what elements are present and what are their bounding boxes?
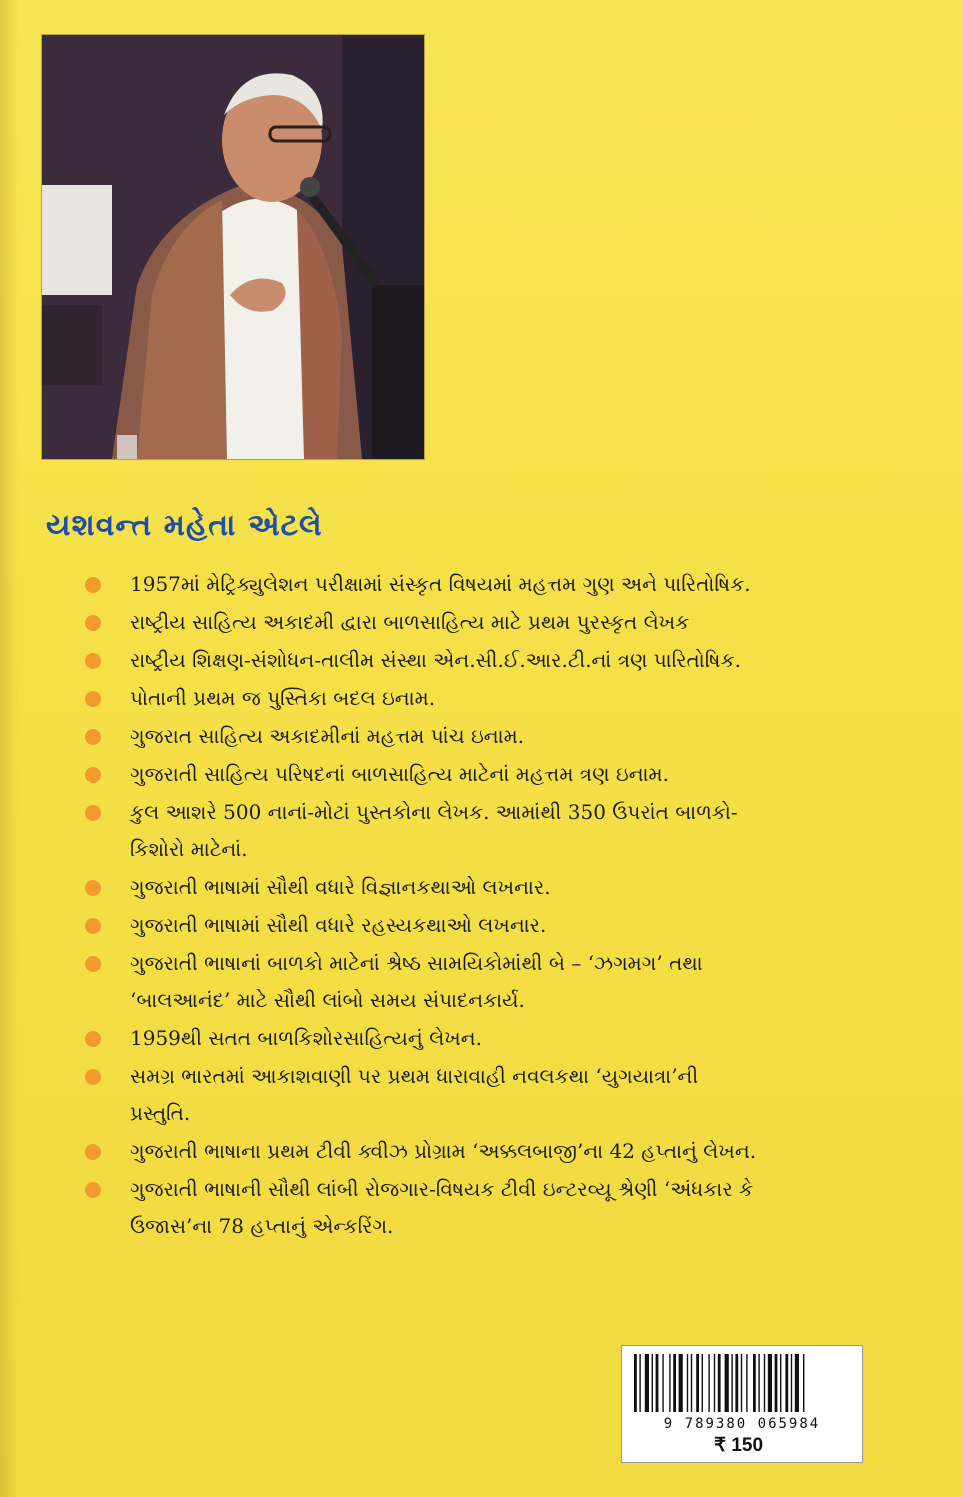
barcode-bar xyxy=(656,1354,659,1412)
list-item xyxy=(85,1133,756,1170)
isbn-number: 9 789380 065984 xyxy=(663,1416,821,1432)
barcode-bar xyxy=(735,1354,738,1412)
list-item-text: ગુજરાતી ભાષાના પ્રથમ ટીવી ક્વીઝ પ્રોગ્રામ ‘અક્કલબાજી’ના 42 હપ્તાનું લેખન. xyxy=(130,1139,757,1163)
list-item-text: કુલ આશરે 500 નાનાં-મોટાં પુસ્તકોના લેખક. આમાંથી 350 ઉપરાંત બાળકો- xyxy=(130,800,738,824)
barcode-bar xyxy=(791,1354,792,1412)
list-item-text: રાષ્ટ્રીય શિક્ષણ-સંશોધન-તાલીમ સંસ્થા એન.સી.ઈ.આર.ટી.નાં ત્રણ પારિતોષિક. xyxy=(130,648,741,672)
bullet-icon xyxy=(85,918,101,934)
barcode-bar xyxy=(785,1354,788,1412)
bullet-icon xyxy=(85,729,101,745)
bullet-icon xyxy=(85,956,101,972)
barcode-bar xyxy=(662,1354,663,1412)
list-item-text: ગુજરાત સાહિત્ય અકાદમીનાં મહત્તમ પાંચ ઇનામ. xyxy=(130,724,525,748)
list-item-text: કિશોરો માટેનાં. xyxy=(130,837,248,861)
barcode-bar xyxy=(687,1354,688,1412)
author-portrait-icon xyxy=(42,35,424,459)
barcode-bar xyxy=(645,1354,649,1412)
price-label: ₹ 150 xyxy=(714,1435,764,1456)
barcode-bar xyxy=(741,1354,742,1412)
barcode-bar xyxy=(764,1354,765,1412)
bullet-icon xyxy=(85,805,101,821)
bullet-icon xyxy=(85,880,101,896)
barcode-bar xyxy=(714,1354,715,1412)
bullet-icon xyxy=(85,1144,101,1160)
list-item xyxy=(85,907,546,944)
list-item-text: સમગ્ર ભારતમાં આકાશવાણી પર પ્રથમ ધારાવાહી નવલકથા ‘યુગયાત્રા’ની xyxy=(130,1064,699,1088)
list-item-text: 1959થી સતત બાળકિશોરસાહિત્યનું લેખન. xyxy=(130,1026,483,1050)
list-item xyxy=(85,1058,698,1132)
bullet-icon xyxy=(85,1069,101,1085)
barcode-bar xyxy=(634,1354,637,1412)
list-item xyxy=(85,718,524,755)
list-item xyxy=(85,1171,753,1245)
bullet-icon xyxy=(85,577,101,593)
list-item xyxy=(85,642,741,679)
barcode-bar xyxy=(746,1354,747,1412)
list-item xyxy=(85,794,738,868)
barcode-bar xyxy=(718,1354,721,1412)
bullet-icon xyxy=(85,767,101,783)
barcode-bar xyxy=(753,1354,756,1412)
list-item-text: ગુજરાતી ભાષામાં સૌથી વધારે રહસ્યકથાઓ લખનાર. xyxy=(130,913,547,937)
isbn-barcode xyxy=(621,1345,863,1463)
barcode-bar xyxy=(768,1354,772,1412)
list-item-text: ‘બાલઆનંદ’ માટે સૌથી લાંબો સમય સંપાદનકાર્ય. xyxy=(130,988,525,1012)
barcode-bar xyxy=(639,1354,640,1412)
barcode-bar xyxy=(669,1354,670,1412)
barcode-bar xyxy=(775,1354,778,1412)
barcode-bar xyxy=(691,1354,692,1412)
list-item xyxy=(85,869,551,906)
author-photo xyxy=(41,34,425,460)
barcode-bar xyxy=(702,1354,703,1412)
barcode-bar xyxy=(696,1354,699,1412)
list-item xyxy=(85,945,703,1019)
list-item-text: પ્રસ્તુતિ. xyxy=(130,1101,191,1125)
section-title: યશવન્ત મહેતા એટલે xyxy=(46,508,323,543)
barcode-bar xyxy=(673,1354,676,1412)
list-item-text: પોતાની પ્રથમ જ પુસ્તિકા બદલ ઇનામ. xyxy=(130,686,436,710)
bullet-icon xyxy=(85,691,101,707)
list-item-text: ગુજરાતી ભાષામાં સૌથી વધારે વિજ્ઞાનકથાઓ લખનાર. xyxy=(130,875,551,899)
list-item-text: ઉજાસ’ના 78 હપ્તાનું એન્કરિંગ. xyxy=(130,1214,394,1238)
barcode-bar xyxy=(795,1354,799,1412)
barcode-bar xyxy=(758,1354,759,1412)
spine-shadow xyxy=(0,0,18,1497)
bullet-icon xyxy=(85,1031,101,1047)
barcode-bar xyxy=(780,1354,781,1412)
list-item xyxy=(85,604,689,641)
bullet-icon xyxy=(85,653,101,669)
barcode-bar xyxy=(725,1354,729,1412)
barcode-icon xyxy=(622,1346,862,1416)
barcode-bar xyxy=(708,1354,709,1412)
list-item xyxy=(85,680,435,717)
bullet-icon xyxy=(85,615,101,631)
list-item xyxy=(85,1020,482,1057)
list-item xyxy=(85,756,669,793)
barcode-bar xyxy=(731,1354,732,1412)
bullet-icon xyxy=(85,1182,101,1198)
list-item xyxy=(85,566,751,603)
barcode-bar xyxy=(803,1354,804,1412)
list-item-text: ગુજરાતી સાહિત્ય પરિષદનાં બાળસાહિત્ય માટેનાં મહત્તમ ત્રણ ઇનામ. xyxy=(130,762,670,786)
list-item-text: ગુજરાતી ભાષાની સૌથી લાંબી રોજગાર-વિષયક ટીવી ઇન્ટરવ્યૂ શ્રેણી ‘અંધકાર કે xyxy=(130,1177,754,1201)
barcode-bar xyxy=(679,1354,683,1412)
list-item-text: 1957માં મેટ્રિક્યુલેશન પરીક્ષામાં સંસ્કૃત વિષયમાં મહત્તમ ગુણ અને પારિતોષિક. xyxy=(130,572,751,596)
list-item-text: ગુજરાતી ભાષાનાં બાળકો માટેનાં શ્રેષ્ઠ સામયિકોમાંથી બે – ‘ઝગમગ’ તથા xyxy=(130,951,703,975)
barcode-bar xyxy=(652,1354,653,1412)
list-item-text: રાષ્ટ્રીય સાહિત્ય અકાદમી દ્વારા બાળસાહિત્ય માટે પ્રથમ પુરસ્કૃત લેખક xyxy=(130,610,690,634)
